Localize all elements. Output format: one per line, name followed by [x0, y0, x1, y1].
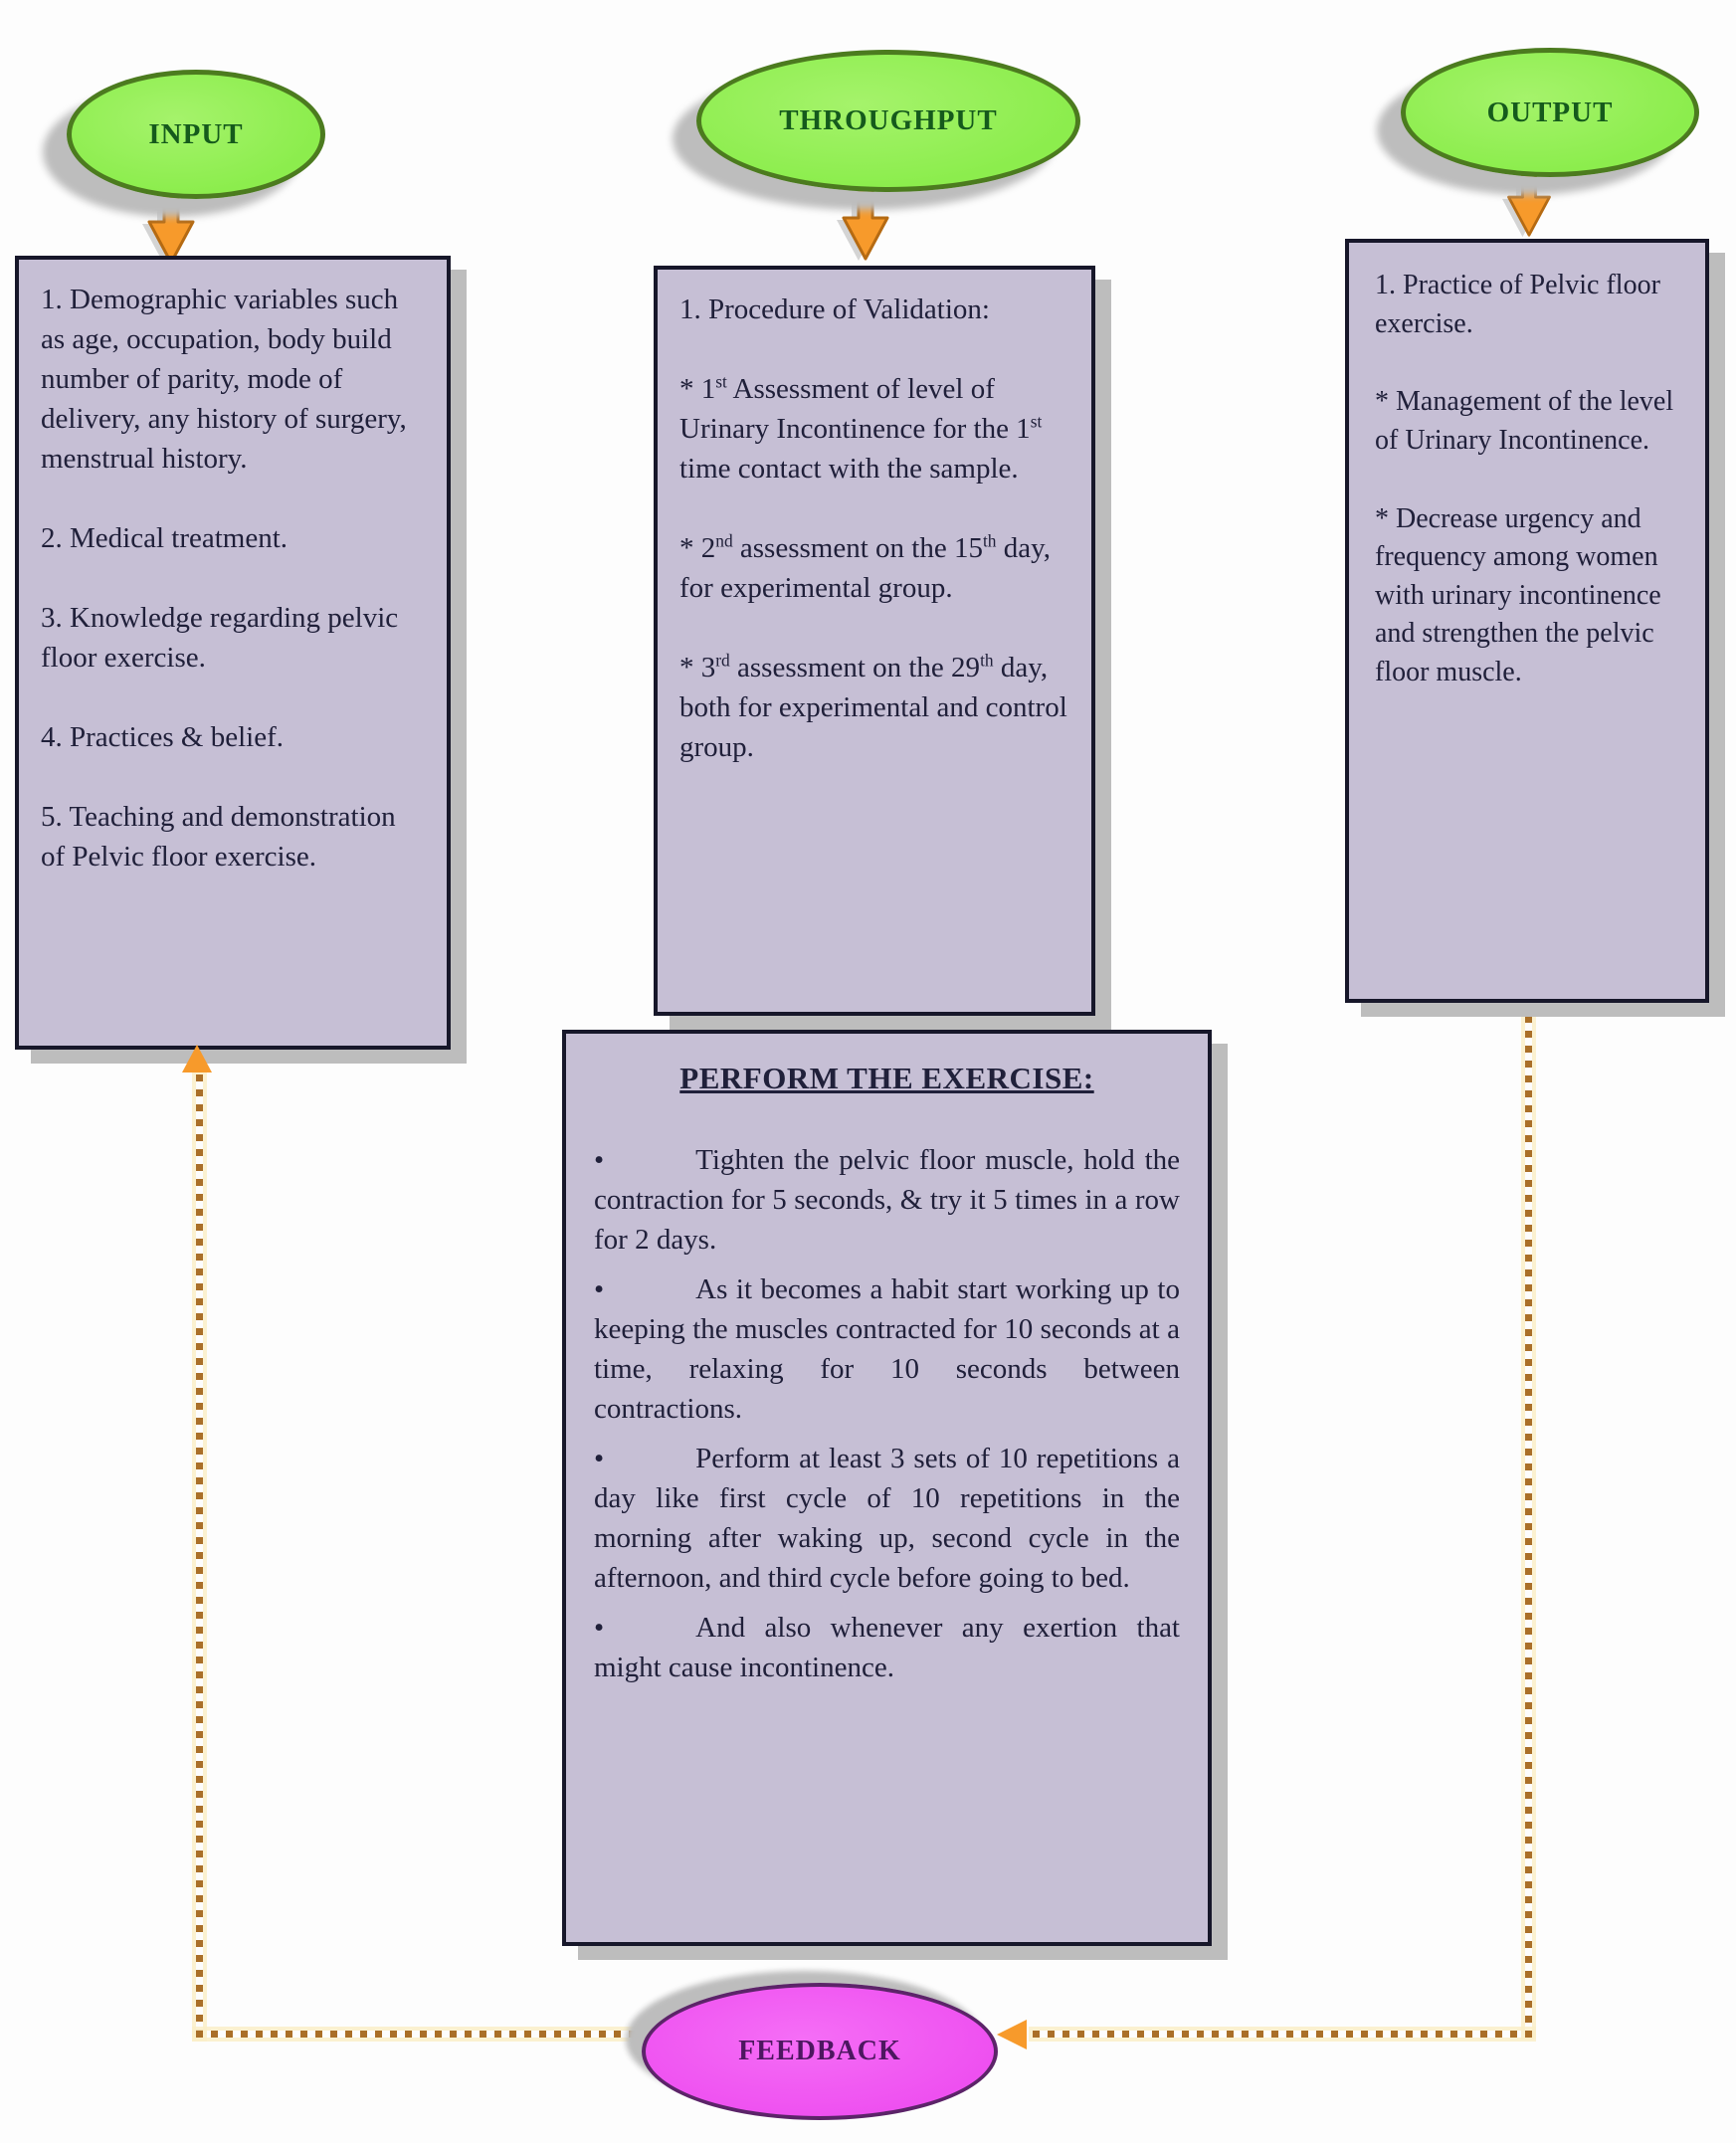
output-box — [1345, 239, 1709, 1003]
perform-exercise-box — [562, 1030, 1212, 1946]
feedback-arrowhead-up-icon — [182, 1045, 212, 1072]
perform-exercise-title: PERFORM THE EXERCISE: — [679, 1061, 1094, 1095]
exercise-bullet — [594, 1140, 1180, 1260]
input-oval-label: INPUT — [148, 117, 244, 150]
throughput-item: * 2nd assessment on the 15th day, for experimental group. — [679, 530, 1051, 605]
input-item: 2. Medical treatment. — [41, 522, 289, 555]
bullet-icon: • — [594, 1143, 605, 1176]
output-oval — [1401, 48, 1699, 177]
bullet-icon: • — [594, 1611, 605, 1644]
throughput-item: * 3rd assessment on the 29th day, both for experimental and control group. — [679, 650, 1067, 764]
exercise-bullet-text: Perform at least 3 sets of 10 repetitions a day like first cycle of 10 repetitions in the morning after waking up, second cycle in the afternoon, and third cycle before going to bed. — [594, 1442, 1180, 1594]
input-oval — [67, 70, 325, 199]
throughput-oval-label: THROUGHPUT — [779, 104, 998, 136]
exercise-bullet — [594, 1269, 1180, 1429]
exercise-bullet-text: Tighten the pelvic floor muscle, hold the contraction for 5 seconds, & try it 5 times in a row for 2 days. — [594, 1143, 1180, 1256]
output-oval-label: OUTPUT — [1486, 96, 1614, 128]
feedback-oval-label: FEEDBACK — [738, 2036, 901, 2066]
exercise-bullet-text: As it becomes a habit start working up to keeping the muscles contracted for 10 seconds at a time, relaxing for 10 seconds between contractions. — [594, 1272, 1180, 1425]
input-item: 4. Practices & belief. — [41, 721, 284, 754]
input-item: 5. Teaching and demonstration of Pelvic floor exercise. — [41, 801, 396, 874]
throughput-item: * 1st Assessment of level of Urinary Incontinence for the 1st time contact with the sample. — [679, 371, 1043, 486]
feedback-arrowhead-left-icon — [997, 2020, 1027, 2049]
feedback-connector-right-vertical — [1525, 1001, 1532, 2036]
throughput-oval — [696, 50, 1080, 192]
throughput-box — [654, 266, 1095, 1016]
feedback-oval — [642, 1983, 998, 2120]
input-item: 3. Knowledge regarding pelvic floor exercise. — [41, 602, 399, 675]
exercise-bullet — [594, 1608, 1180, 1687]
output-item: 1. Practice of Pelvic floor exercise. — [1375, 270, 1660, 339]
feedback-connector-bottom-left — [196, 2031, 646, 2038]
input-box — [15, 256, 451, 1050]
exercise-bullet — [594, 1439, 1180, 1598]
output-item: * Decrease urgency and frequency among women with urinary incontinence and strengthen the pelvic floor muscle. — [1375, 502, 1661, 687]
bullet-icon: • — [594, 1442, 605, 1474]
feedback-connector-left-vertical — [196, 1074, 203, 2038]
input-item: 1. Demographic variables such as age, occupation, body build number of parity, mode of delivery, any history of surgery, menstrual history. — [41, 284, 407, 476]
feedback-connector-bottom-right — [1033, 2031, 1532, 2038]
bullet-icon: • — [594, 1272, 605, 1305]
throughput-heading: 1. Procedure of Validation: — [679, 293, 990, 325]
exercise-bullet-text: And also whenever any exertion that might cause incontinence. — [594, 1611, 1180, 1683]
output-item: * Management of the level of Urinary Incontinence. — [1375, 386, 1674, 456]
